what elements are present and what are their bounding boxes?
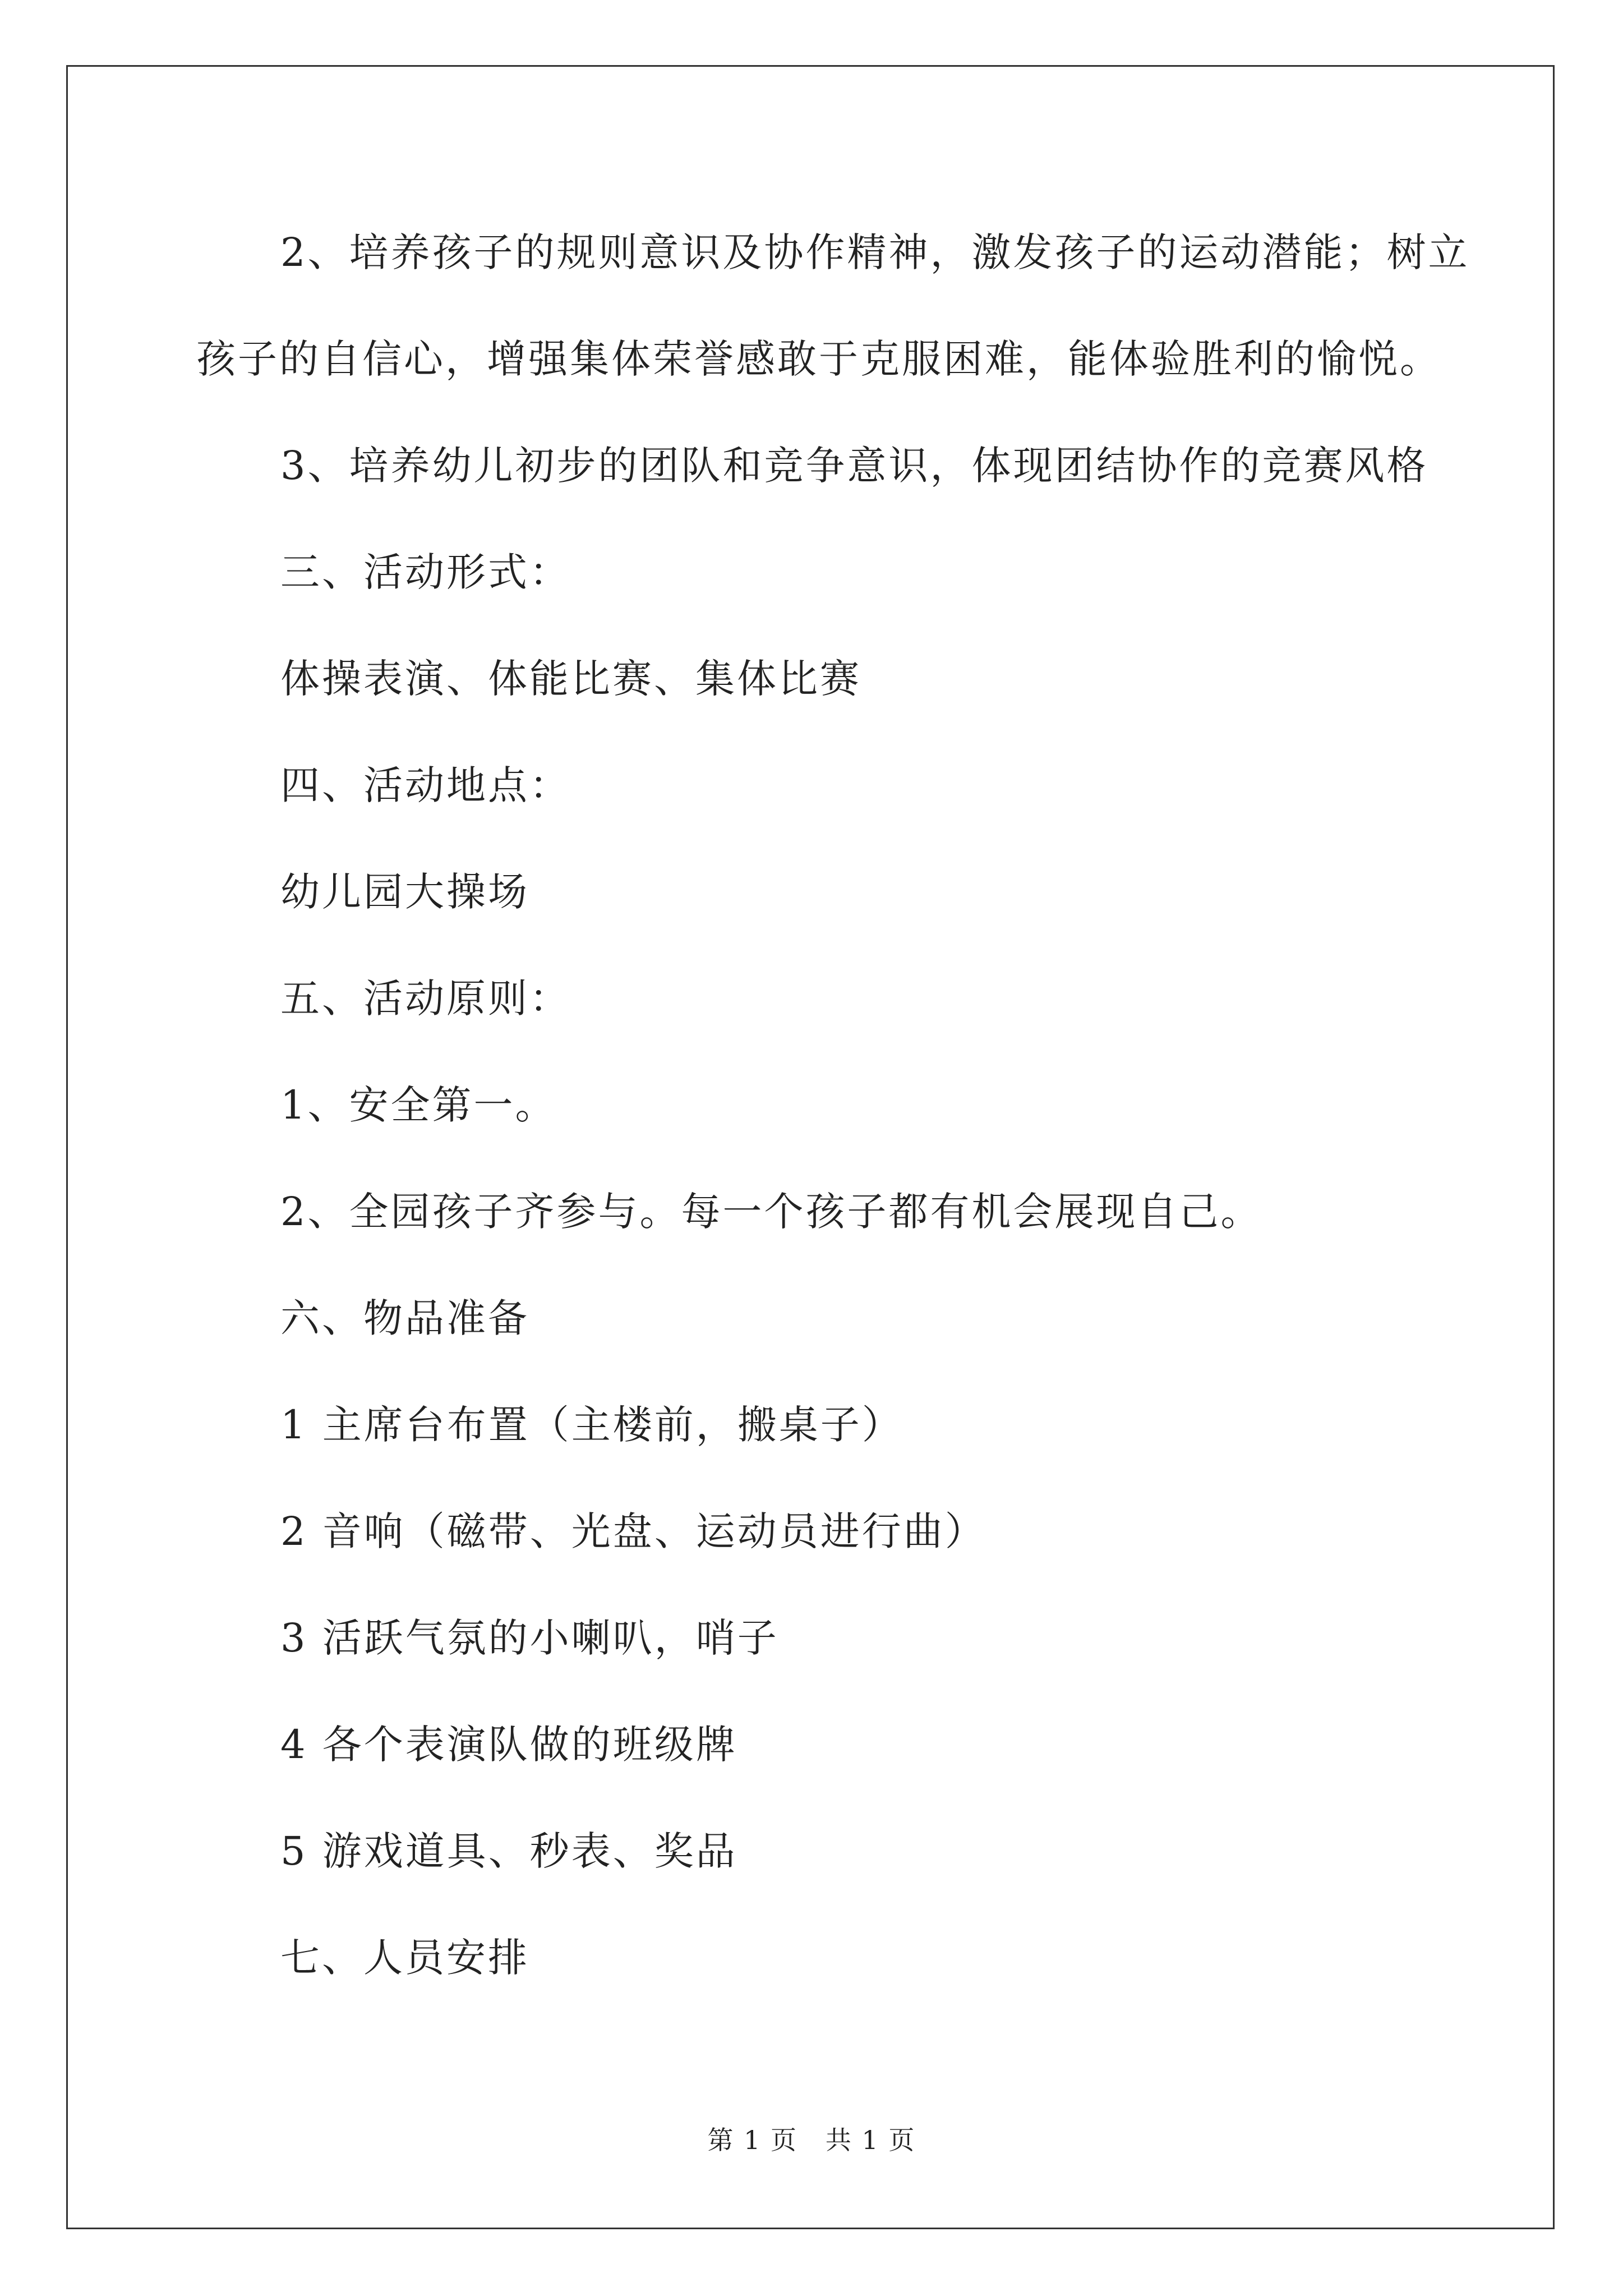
paragraph-2-line-1: 2、培养孩子的规则意识及协作精神，激发孩子的运动潜能；树立 <box>280 229 1470 275</box>
item-3: 3 活跃气氛的小喇叭，哨子 <box>280 1615 779 1661</box>
principle-2: 2、全园孩子齐参与。每一个孩子都有机会展现自己。 <box>280 1189 1262 1235</box>
section-6-heading: 六、物品准备 <box>280 1295 529 1341</box>
section-5-heading: 五、活动原则： <box>280 976 571 1022</box>
section-7-heading: 七、人员安排 <box>280 1935 529 1981</box>
item-1: 1 主席台布置（主楼前，搬桌子） <box>280 1402 903 1448</box>
item-5: 5 游戏道具、秒表、奖品 <box>280 1828 737 1874</box>
section-4-heading: 四、活动地点： <box>280 762 571 808</box>
principle-1: 1、安全第一。 <box>280 1082 557 1128</box>
section-4-body: 幼儿园大操场 <box>280 869 529 915</box>
item-4: 4 各个表演队做的班级牌 <box>280 1722 737 1768</box>
item-2: 2 音响（磁带、光盘、运动员进行曲） <box>280 1508 986 1554</box>
paragraph-2-line-2: 孩子的自信心，增强集体荣誉感敢于克服困难，能体验胜利的愉悦。 <box>196 336 1441 382</box>
section-3-body: 体操表演、体能比赛、集体比赛 <box>280 656 861 702</box>
paragraph-3: 3、培养幼儿初步的团队和竞争意识，体现团结协作的竞赛风格 <box>280 443 1428 489</box>
section-3-heading: 三、活动形式： <box>280 549 571 595</box>
page-footer: 第 1 页 共 1 页 <box>707 2125 916 2155</box>
page-border <box>66 65 1555 2229</box>
